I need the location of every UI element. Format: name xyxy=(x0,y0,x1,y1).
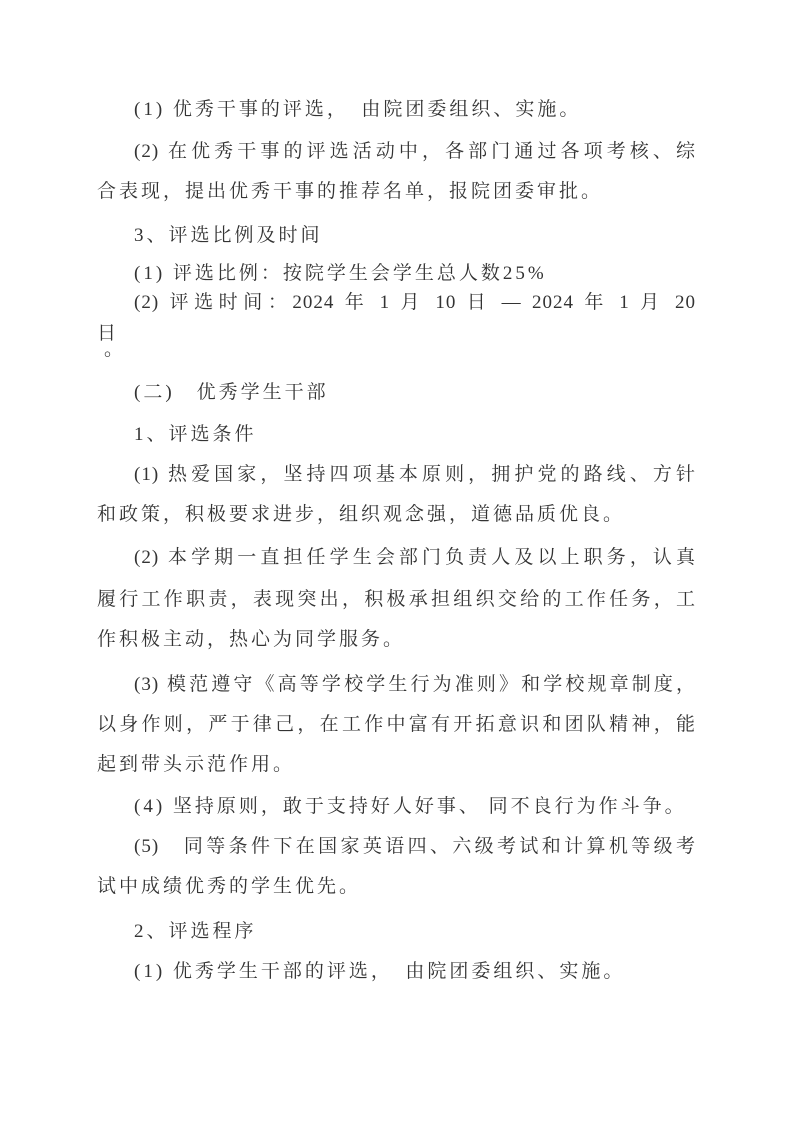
document-line: (1) 优秀干事的评选， 由院团委组织、实施。 xyxy=(134,99,582,120)
document-line: 履行工作职责，表现突出，积极承担组织交给的工作任务，工 xyxy=(97,589,696,610)
section-heading: (二) 优秀学生干部 xyxy=(134,382,329,403)
document-line: 起到带头示范作用。 xyxy=(97,754,296,775)
document-line: (1) 热爱国家，坚持四项基本原则，拥护党的路线、方针 xyxy=(134,464,696,485)
document-line: 。 xyxy=(104,339,127,360)
subsection-heading: 2、评选程序 xyxy=(134,921,257,942)
document-line: (2) 评选时间：2024 年 1 月 10 日 — 2024 年 1 月 20 xyxy=(134,292,696,313)
document-line: 日 xyxy=(97,323,120,344)
document-line: (2) 在优秀干事的评选活动中，各部门通过各项考核、综 xyxy=(134,141,696,162)
subsection-heading: 1、评选条件 xyxy=(134,424,257,445)
document-line: 作积极主动，热心为同学服务。 xyxy=(97,629,406,650)
subsection-heading: 3、评选比例及时间 xyxy=(134,225,323,246)
document-line: 合表现，提出优秀干事的推荐名单，报院团委审批。 xyxy=(97,181,604,202)
document-line: 和政策，积极要求进步，组织观念强，道德品质优良。 xyxy=(97,504,626,525)
document-line: (1) 评选比例：按院学生会学生总人数25% xyxy=(134,263,547,284)
document-line: (5) 同等条件下在国家英语四、六级考试和计算机等级考 xyxy=(134,836,696,857)
document-line: 试中成绩优秀的学生优先。 xyxy=(97,876,362,897)
document-line: 以身作则，严于律己，在工作中富有开拓意识和团队精神，能 xyxy=(97,714,696,735)
document-line: (2) 本学期一直担任学生会部门负责人及以上职务，认真 xyxy=(134,547,696,568)
document-line: (1) 优秀学生干部的评选， 由院团委组织、实施。 xyxy=(134,961,626,982)
document-line: (3) 模范遵守《高等学校学生行为准则》和学校规章制度， xyxy=(134,674,696,695)
document-line: (4) 坚持原则，敢于支持好人好事、 同不良行为作斗争。 xyxy=(134,796,687,817)
